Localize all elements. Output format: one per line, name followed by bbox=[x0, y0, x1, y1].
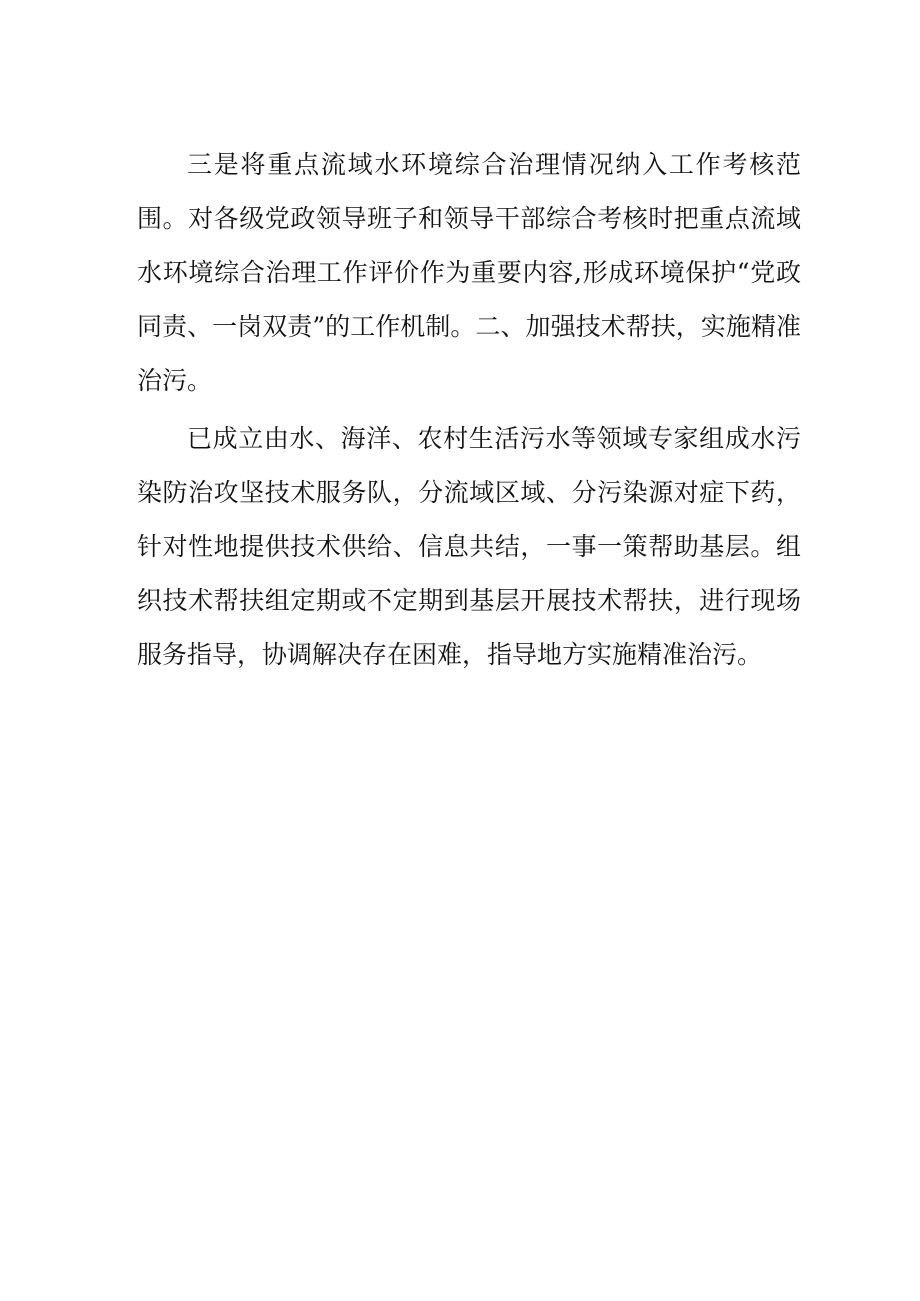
paragraph-1: 三是将重点流域水环境综合治理情况纳入工作考核范围。对各级党政领导班子和领导干部综合考核时把重点流域水环境综合治理工作评价作为重要内容,形成环境保护“党政同责、一岗双责”的工作机制。二、加强技术帮扶，实施精准治污。 bbox=[137, 150, 801, 395]
paragraph-2: 已成立由水、海洋、农村生活污水等领域专家组成水污染防治攻坚技术服务队，分流域区域、分污染源对症下药，针对性地提供技术供给、信息共结，一事一策帮助基层。组织技术帮扶组定期或不定期到基层开展技术帮扶，进行现场服务指导，协调解决存在困难，指导地方实施精准治污。 bbox=[137, 424, 801, 669]
document-body bbox=[137, 138, 801, 682]
